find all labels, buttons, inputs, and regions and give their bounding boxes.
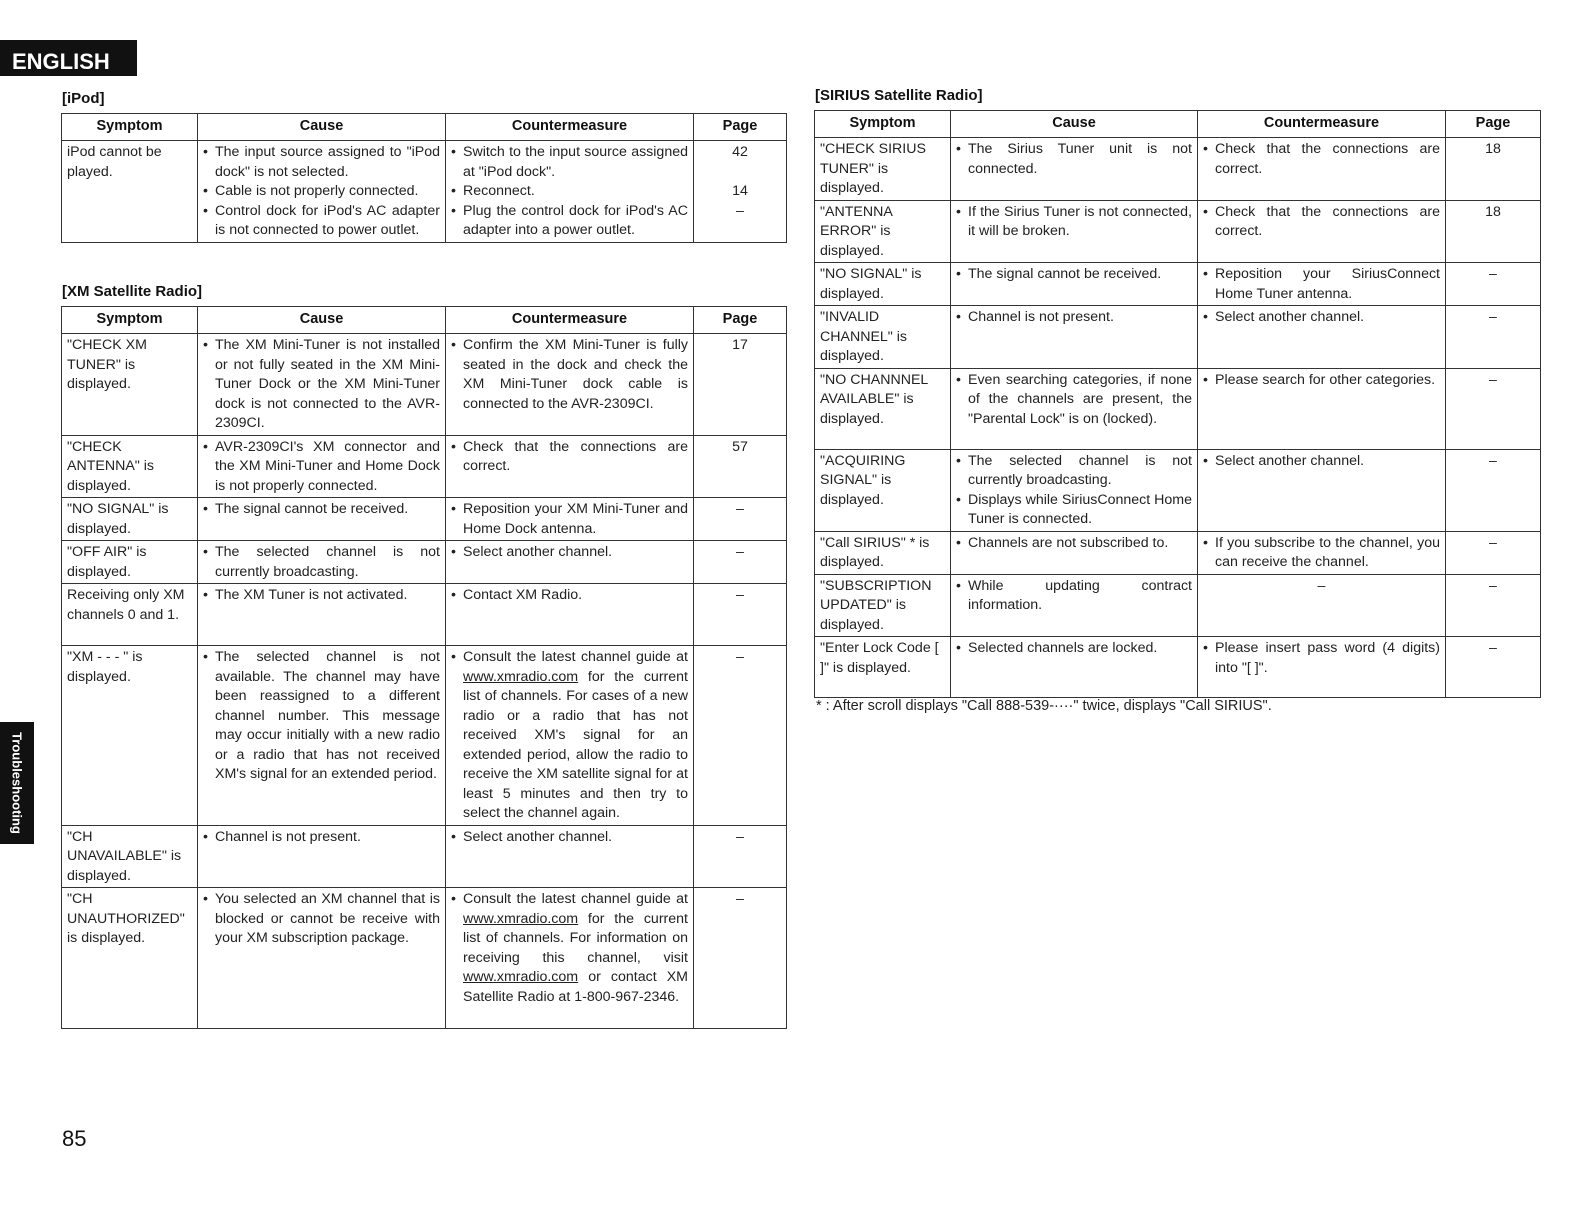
cause-item: • The XM Tuner is not activated. — [203, 586, 440, 606]
symptom-cell: Receiving only XM channels 0 and 1. — [62, 584, 198, 646]
table-row — [62, 584, 787, 646]
page-cell — [694, 141, 787, 243]
countermeasure-cell — [1198, 531, 1446, 574]
cause-item: • Cable is not properly connected. — [203, 182, 440, 202]
countermeasure-item: • Contact XM Radio. — [451, 586, 688, 606]
header-cause: Cause — [951, 111, 1198, 138]
table-row — [815, 263, 1541, 306]
table-row — [815, 306, 1541, 369]
countermeasure-cell — [446, 646, 694, 826]
symptom-cell: "NO SIGNAL" is displayed. — [62, 498, 198, 541]
page-cell: – — [1446, 574, 1541, 637]
countermeasure-item: • Plug the control dock for iPod's AC adapter into a power outlet. — [451, 202, 688, 241]
countermeasure-cell — [1198, 263, 1446, 306]
countermeasure-item: • Select another channel. — [1203, 308, 1440, 328]
header-symptom: Symptom — [62, 114, 198, 141]
cause-cell — [951, 637, 1198, 698]
countermeasure-text: for the current list of channels. For cases of a new radio or a radio that has not received XM's signal for an extended period, allow the radio to receive the XM satellite signal for at least 5 minutes and then try to select the channel again. — [463, 668, 688, 821]
countermeasure-item — [451, 890, 688, 1007]
symptom-cell: "INVALID CHANNEL" is displayed. — [815, 306, 951, 369]
ipod-table — [61, 113, 787, 243]
countermeasure-item: • Select another channel. — [1203, 452, 1440, 472]
table-header-row — [815, 111, 1541, 138]
countermeasure-item: • Select another channel. — [451, 828, 688, 848]
page-cell: – — [1446, 306, 1541, 369]
header-countermeasure: Countermeasure — [1198, 111, 1446, 138]
sirius-table — [814, 110, 1541, 698]
cause-cell — [951, 200, 1198, 263]
page-cell: – — [1446, 368, 1541, 449]
page-ref: 14 — [732, 183, 748, 199]
cause-item: • The XM Mini-Tuner is not installed or not fully seated in the XM Mini-Tuner Dock or the XM Mini-Tuner dock is not connected to the AVR-2309CI. — [203, 336, 440, 434]
symptom-cell: "SUBSCRIPTION UPDATED" is displayed. — [815, 574, 951, 637]
cause-item: • The selected channel is not currently broadcasting. — [203, 543, 440, 582]
symptom-cell: "NO SIGNAL" is displayed. — [815, 263, 951, 306]
countermeasure-item: • Please search for other categories. — [1203, 371, 1440, 391]
countermeasure-item: • Check that the connections are correct. — [451, 438, 688, 477]
page-cell: – — [694, 498, 787, 541]
countermeasure-cell — [1198, 368, 1446, 449]
cause-cell — [198, 584, 446, 646]
countermeasure-item: • Reconnect. — [451, 182, 688, 202]
cause-item: • The signal cannot be received. — [956, 265, 1192, 285]
cause-cell — [198, 825, 446, 888]
countermeasure-text: Consult the latest channel guide at — [463, 891, 688, 907]
table-row — [62, 334, 787, 436]
header-page: Page — [694, 307, 787, 334]
symptom-cell: "Enter Lock Code [ ]" is displayed. — [815, 637, 951, 698]
symptom-cell: "NO CHANNNEL AVAILABLE" is displayed. — [815, 368, 951, 449]
cause-item: • The Sirius Tuner unit is not connected. — [956, 140, 1192, 179]
cause-cell — [951, 138, 1198, 201]
symptom-cell: "Call SIRIUS" * is displayed. — [815, 531, 951, 574]
countermeasure-text: Consult the latest channel guide at — [463, 649, 688, 665]
header-countermeasure: Countermeasure — [446, 307, 694, 334]
cause-cell — [198, 541, 446, 584]
countermeasure-text: or contact XM Satellite Radio at 1-800-967-2346. — [463, 969, 688, 1005]
section-side-tab — [0, 722, 34, 844]
page-cell: 57 — [694, 435, 787, 498]
countermeasure-cell — [446, 825, 694, 888]
cause-item: • Control dock for iPod's AC adapter is not connected to power outlet. — [203, 202, 440, 241]
page-cell: 18 — [1446, 200, 1541, 263]
countermeasure-item — [451, 648, 688, 824]
cause-item: • Channel is not present. — [956, 308, 1192, 328]
table-row — [62, 435, 787, 498]
symptom-cell: "ACQUIRING SIGNAL" is displayed. — [815, 449, 951, 531]
xmradio-link[interactable]: www.xmradio.com — [463, 969, 579, 985]
countermeasure-text: for the current list of channels. For information on receiving this channel, visit — [463, 910, 688, 966]
cause-cell — [951, 574, 1198, 637]
countermeasure-item: • Confirm the XM Mini-Tuner is fully seated in the dock and check the XM Mini-Tuner dock cable is connected to the AVR-2309CI. — [451, 336, 688, 414]
cause-item: • AVR-2309CI's XM connector and the XM Mini-Tuner and Home Dock is not properly connected. — [203, 438, 440, 497]
cause-item: • You selected an XM channel that is blocked or cannot be receive with your XM subscription package. — [203, 890, 440, 949]
symptom-cell: "CH UNAUTHORIZED" is displayed. — [62, 888, 198, 1029]
xmradio-link[interactable]: www.xmradio.com — [463, 668, 579, 685]
symptom-cell: "CHECK SIRIUS TUNER" is displayed. — [815, 138, 951, 201]
table-row — [815, 574, 1541, 637]
symptom-cell: "ANTENNA ERROR" is displayed. — [815, 200, 951, 263]
countermeasure-item: • Please insert pass word (4 digits) into "[ ]". — [1203, 639, 1440, 678]
cause-cell — [951, 449, 1198, 531]
language-tab: ENGLISH — [0, 40, 137, 76]
countermeasure-cell — [1198, 306, 1446, 369]
cause-cell — [951, 263, 1198, 306]
side-tab-label: Troubleshooting — [9, 732, 25, 834]
countermeasure-cell — [1198, 637, 1446, 698]
cause-cell — [951, 306, 1198, 369]
table-row — [62, 646, 787, 826]
page-cell: – — [1446, 263, 1541, 306]
header-page: Page — [1446, 111, 1541, 138]
xm-table — [61, 306, 787, 1029]
symptom-cell: "CHECK ANTENNA" is displayed. — [62, 435, 198, 498]
countermeasure-item: • If you subscribe to the channel, you can receive the channel. — [1203, 534, 1440, 573]
countermeasure-cell — [1198, 200, 1446, 263]
cause-cell — [198, 435, 446, 498]
page-cell: – — [694, 888, 787, 1029]
countermeasure-item: • Switch to the input source assigned at "iPod dock". — [451, 143, 688, 182]
header-page: Page — [694, 114, 787, 141]
cause-item: • Selected channels are locked. — [956, 639, 1192, 659]
page-cell: – — [694, 584, 787, 646]
table-row — [62, 141, 787, 243]
countermeasure-cell — [446, 541, 694, 584]
header-cause: Cause — [198, 114, 446, 141]
countermeasure-item: • Select another channel. — [451, 543, 688, 563]
cause-cell — [198, 498, 446, 541]
header-symptom: Symptom — [815, 111, 951, 138]
table-row — [815, 368, 1541, 449]
symptom-cell: iPod cannot be played. — [62, 141, 198, 243]
cause-cell — [198, 646, 446, 826]
table-header-row — [62, 114, 787, 141]
countermeasure-cell — [446, 141, 694, 243]
cause-item: • The selected channel is not available. The channel may have been reassigned to a different channel number. This message may occur initially with a new radio or a radio that has not received XM's signal for an extended period. — [203, 648, 440, 785]
symptom-cell: "CH UNAVAILABLE" is displayed. — [62, 825, 198, 888]
table-row — [815, 449, 1541, 531]
symptom-cell: "CHECK XM TUNER" is displayed. — [62, 334, 198, 436]
page-cell: – — [694, 541, 787, 584]
table-row — [815, 637, 1541, 698]
page-cell: – — [1446, 531, 1541, 574]
symptom-cell: "XM - - - " is displayed. — [62, 646, 198, 826]
page-cell: – — [1446, 637, 1541, 698]
cause-cell — [951, 531, 1198, 574]
page-ref: – — [736, 202, 744, 219]
xmradio-link[interactable]: www.xmradio.com — [463, 910, 579, 927]
page-cell: 18 — [1446, 138, 1541, 201]
header-cause: Cause — [198, 307, 446, 334]
countermeasure-item: • Reposition your XM Mini-Tuner and Home Dock antenna. — [451, 500, 688, 539]
countermeasure-item: • Check that the connections are correct. — [1203, 140, 1440, 179]
page-cell: 17 — [694, 334, 787, 436]
countermeasure-item: • Check that the connections are correct. — [1203, 203, 1440, 242]
xm-section-title: [XM Satellite Radio] — [62, 283, 203, 300]
page-ref: 42 — [732, 144, 748, 160]
page-cell: – — [694, 825, 787, 888]
countermeasure-cell: – — [1198, 574, 1446, 637]
countermeasure-cell — [446, 888, 694, 1029]
countermeasure-cell — [1198, 138, 1446, 201]
table-row — [62, 888, 787, 1029]
cause-item: • If the Sirius Tuner is not connected, it will be broken. — [956, 203, 1192, 242]
table-row — [815, 200, 1541, 263]
header-countermeasure: Countermeasure — [446, 114, 694, 141]
cause-item: • The selected channel is not currently broadcasting. — [956, 452, 1192, 491]
cause-item: • Channel is not present. — [203, 828, 440, 848]
cause-item: • While updating contract information. — [956, 577, 1192, 616]
cause-item: • The signal cannot be received. — [203, 500, 440, 520]
table-row — [815, 531, 1541, 574]
cause-cell — [198, 888, 446, 1029]
cause-item: • Even searching categories, if none of the channels are present, the "Parental Lock" is on (locked). — [956, 371, 1192, 430]
page-cell: – — [1446, 449, 1541, 531]
symptom-cell: "OFF AIR" is displayed. — [62, 541, 198, 584]
sirius-section-title: [SIRIUS Satellite Radio] — [815, 87, 983, 104]
ipod-section-title: [iPod] — [62, 90, 105, 107]
cause-item: • Channels are not subscribed to. — [956, 534, 1192, 554]
footnote: * : After scroll displays "Call 888-539-····" twice, displays "Call SIRIUS". — [816, 698, 1272, 714]
table-row — [62, 825, 787, 888]
page-cell: – — [694, 646, 787, 826]
countermeasure-cell — [446, 498, 694, 541]
countermeasure-cell — [446, 584, 694, 646]
countermeasure-item: • Reposition your SiriusConnect Home Tuner antenna. — [1203, 265, 1440, 304]
countermeasure-cell — [1198, 449, 1446, 531]
table-header-row — [62, 307, 787, 334]
countermeasure-cell — [446, 334, 694, 436]
cause-item: • Displays while SiriusConnect Home Tuner is connected. — [956, 491, 1192, 530]
page-number: 85 — [62, 1126, 87, 1151]
header-symptom: Symptom — [62, 307, 198, 334]
cause-cell — [198, 334, 446, 436]
cause-cell — [198, 141, 446, 243]
cause-cell — [951, 368, 1198, 449]
cause-item: • The input source assigned to "iPod dock" is not selected. — [203, 143, 440, 182]
table-row — [815, 138, 1541, 201]
table-row — [62, 541, 787, 584]
countermeasure-cell — [446, 435, 694, 498]
table-row — [62, 498, 787, 541]
